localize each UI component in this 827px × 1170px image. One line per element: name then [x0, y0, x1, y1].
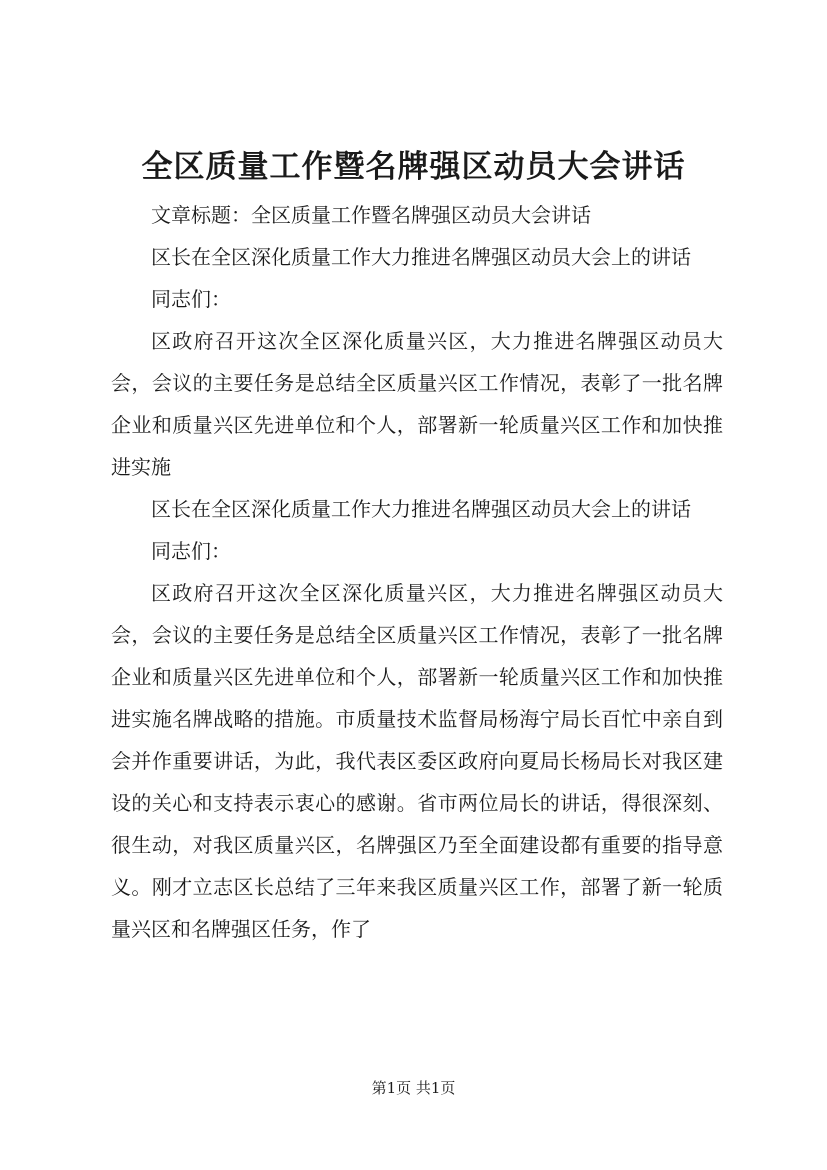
document-body	[111, 194, 723, 950]
page-footer: 第1页 共1页	[371, 1079, 456, 1097]
paragraph-speech-heading: 区长在全区深化质量工作大力推进名牌强区动员大会上的讲话	[151, 245, 691, 269]
page-title: 全区质量工作暨名牌强区动员大会讲话	[141, 149, 686, 185]
paragraph-speech-heading: 区长在全区深化质量工作大力推进名牌强区动员大会上的讲话	[151, 497, 691, 521]
paragraph-body: 区政府召开这次全区深化质量兴区，大力推进名牌强区动员大会，会议的主要任务是总结全区质量兴区工作情况，表彰了一批名牌企业和质量兴区先进单位和个人，部署新一轮质量兴区工作和加快推进实施名牌战略的措施。市质量技术监督局杨海宁局长百忙中亲自到会并作重要讲话，为此，我代表区委区政府向夏局长杨局长对我区建设的关心和支持表示衷心的感谢。省市两位局长的讲话，得很深刻、很生动，对我区质量兴区，名牌强区乃至全面建设都有重要的指导意义。刚才立志区长总结了三年来我区质量兴区工作，部署了新一轮质量兴区和名牌强区任务，作了	[111, 581, 723, 941]
paragraph-salutation: 同志们：	[151, 539, 231, 563]
paragraph-body: 区政府召开这次全区深化质量兴区，大力推进名牌强区动员大会，会议的主要任务是总结全区质量兴区工作情况，表彰了一批名牌企业和质量兴区先进单位和个人，部署新一轮质量兴区工作和加快推进实施	[111, 329, 723, 479]
paragraph-article-title: 文章标题：全区质量工作暨名牌强区动员大会讲话	[151, 203, 591, 227]
paragraph-salutation: 同志们：	[151, 287, 231, 311]
